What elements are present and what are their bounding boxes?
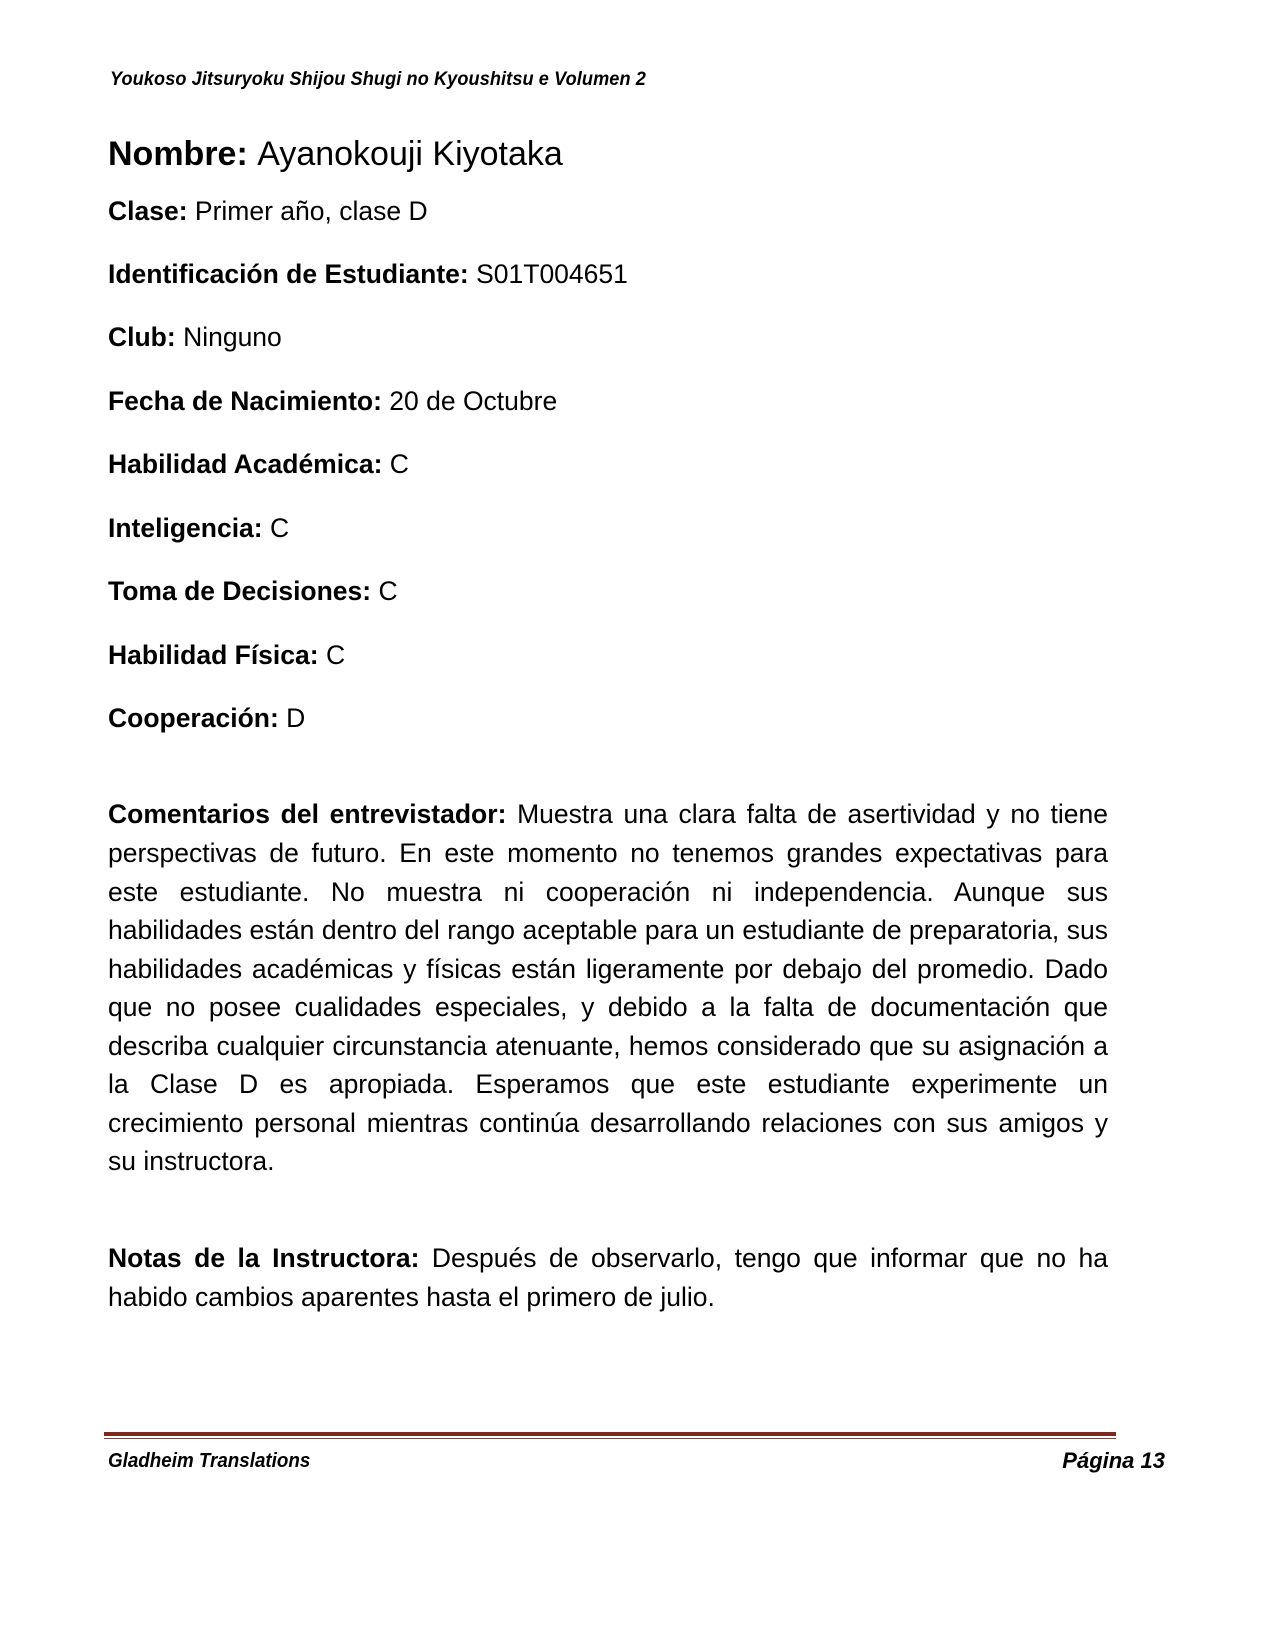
field-habilidad-academica-value: C: [389, 449, 409, 480]
field-fecha-label: Fecha de Nacimiento: [108, 385, 374, 416]
field-identificacion-value: S01T004651: [476, 258, 628, 289]
field-habilidad-academica-label: Habilidad Académica: [108, 449, 374, 480]
field-fecha-de-nacimiento: [108, 384, 1108, 418]
field-nombre-value: Ayanokouji Kiyotaka: [257, 135, 563, 173]
interviewer-comments-paragraph: [108, 795, 1108, 1180]
interviewer-comments-label: Comentarios del entrevistador: [108, 799, 498, 830]
field-habilidad-fisica-value: C: [325, 639, 346, 670]
field-toma-de-decisiones-value: C: [378, 576, 398, 607]
footer-page-number: Página 13: [1062, 1448, 1165, 1473]
field-habilidad-fisica: [108, 638, 1108, 672]
field-habilidad-academica: [108, 447, 1108, 481]
field-identificacion-separator: :: [459, 258, 477, 289]
field-nombre-label: Nombre: [108, 135, 237, 173]
interviewer-comments-separator: :: [497, 799, 518, 830]
field-identificacion-de-estudiante: [108, 257, 1108, 291]
field-clase-value: Primer año, clase D: [194, 195, 428, 226]
field-habilidad-academica-separator: :: [373, 449, 390, 480]
field-club-value: Ninguno: [183, 322, 282, 353]
field-fecha-separator: :: [373, 385, 390, 416]
field-fecha-value: 20 de Octubre: [389, 385, 558, 416]
instructor-notes-label: Notas de la Instructora: [108, 1242, 411, 1273]
field-nombre: [108, 132, 1108, 178]
field-clase-separator: :: [178, 195, 195, 226]
footer-divider-rule-secondary: [104, 1438, 1116, 1439]
field-toma-de-decisiones-label: Toma de Decisiones: [108, 576, 363, 607]
field-inteligencia-separator: :: [253, 512, 270, 543]
field-cooperacion-separator: :: [269, 703, 287, 734]
interviewer-comments-body: Muestra una clara falta de asertividad y no tiene perspectivas de futuro. En este momento no tenemos grandes expectativas para este estudiante. No muestra ni cooperación ni independencia. Aunque sus habilidades están dentro del rango aceptable para un estudiante de preparatoria, sus habilidades académicas y físicas están ligeramente por debajo del promedio. Dado que no posee cualidades especiales, y debido a la falta de documentación que describa cualquier circunstancia atenuante, hemos considerado que su asignación a la Clase D es apropiada. Esperamos que este estudiante experimente un crecimiento personal mientras continúa desarrollando relaciones con sus amigos y su instructora.: [108, 799, 1108, 1177]
field-club-separator: :: [166, 322, 184, 353]
field-inteligencia-label: Inteligencia: [108, 512, 254, 543]
field-clase: [108, 194, 1108, 228]
footer-translator-credit: Gladheim Translations: [108, 1450, 311, 1472]
instructor-notes-paragraph: [108, 1239, 1108, 1316]
interviewer-comments-section: [108, 795, 1108, 1180]
instructor-notes-section: [108, 1239, 1108, 1316]
field-club: [108, 320, 1108, 354]
running-header-title: Youkoso Jitsuryoku Shijou Shugi no Kyoushitsu e Volumen 2: [110, 68, 646, 90]
footer-divider-rule: [104, 1432, 1116, 1436]
field-club-label: Club: [108, 322, 167, 353]
profile-fields-list: [108, 194, 1108, 736]
field-cooperacion-value: D: [286, 703, 306, 734]
field-toma-de-decisiones-separator: :: [362, 576, 379, 607]
field-habilidad-fisica-label: Habilidad Física: [108, 639, 310, 670]
field-identificacion-label: Identificación de Estudiante: [108, 258, 460, 289]
instructor-notes-separator: :: [410, 1242, 432, 1273]
field-habilidad-fisica-separator: :: [309, 639, 326, 670]
field-inteligencia-value: C: [269, 512, 290, 543]
field-cooperacion: [108, 701, 1108, 735]
field-clase-label: Clase: [108, 195, 179, 226]
field-toma-de-decisiones: [108, 574, 1108, 608]
field-inteligencia: [108, 511, 1108, 545]
field-cooperacion-label: Cooperación: [108, 703, 270, 734]
document-body: [108, 132, 1108, 1316]
field-nombre-separator: :: [236, 135, 258, 173]
instructor-notes-body: Después de observarlo, tengo que informar que no ha habido cambios aparentes hasta el primero de julio.: [108, 1242, 1108, 1312]
